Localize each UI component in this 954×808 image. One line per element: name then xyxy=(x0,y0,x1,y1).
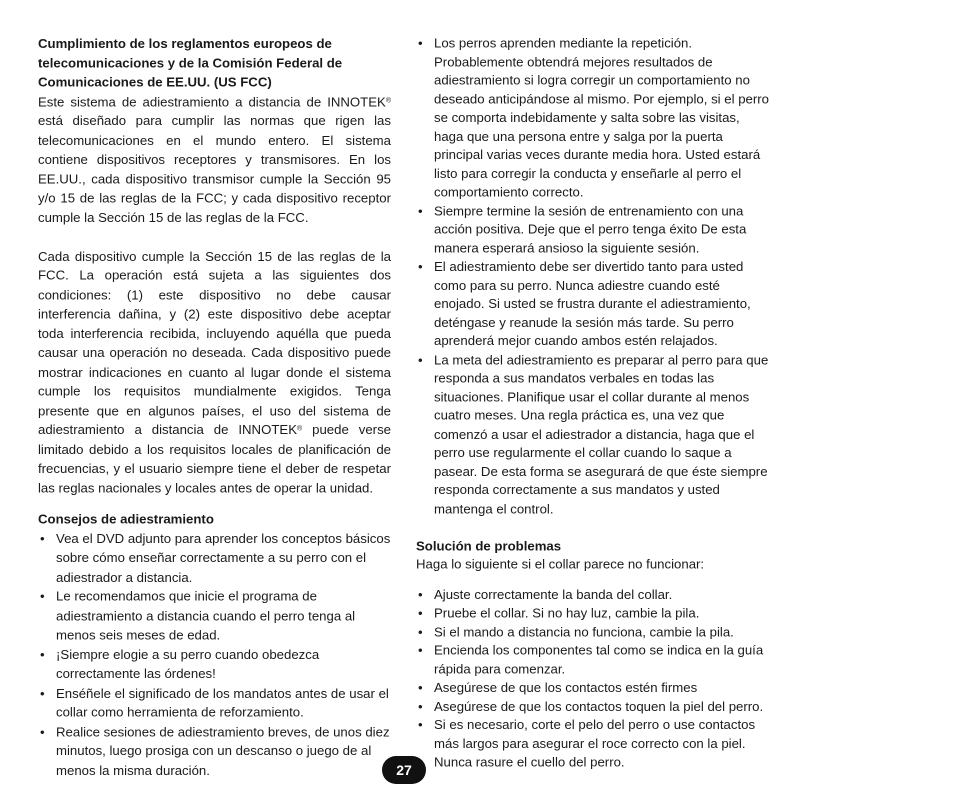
bullet-icon: • xyxy=(40,530,45,546)
list-item: • Siempre termine la sesión de entrenamiento con una acción positiva. Deje que el perro tenga éxito De esta manera esperará ansioso la siguiente sesión. xyxy=(418,203,747,256)
tips-continued-list xyxy=(416,34,769,518)
tips-heading: Consejos de adiestramiento xyxy=(38,511,214,527)
bullet-icon: • xyxy=(418,624,423,639)
bullet-icon: • xyxy=(40,724,45,739)
compliance-p2-text-b: puede verse limitado debido a los requisitos locales de planificación de frecuencias, y el usuario siempre tiene el deber de respetar las reglas nacionales y locales antes de operar la unidad. xyxy=(38,422,392,496)
bullet-icon: • xyxy=(40,588,45,604)
right-column xyxy=(416,34,769,772)
compliance-paragraph-2 xyxy=(38,247,391,498)
bullet-icon: • xyxy=(418,352,423,367)
list-item: • Si es necesario, corte el pelo del perro o use contactos más largos para asegurar el roce correcto con la piel. Nunca rasure el cuello del perro. xyxy=(418,717,756,770)
page-number: 27 xyxy=(382,756,426,784)
list-item: • Si el mando a distancia no funciona, cambie la pila. xyxy=(416,623,769,642)
troubleshooting-intro: Haga lo siguiente si el collar parece no funcionar: xyxy=(416,557,705,572)
bullet-icon: • xyxy=(40,646,45,662)
left-column xyxy=(38,34,391,780)
list-item: • Los perros aprenden mediante la repetición. Probablemente obtendrá mejores resultados de adiestramiento si logra corregir un comportamiento no deseado anticipándose al mismo. Por ejemplo, si el perro se comporta indebidamente y salta sobre las visitas, haga que una persona entre y salga por la puerta principal varias veces durante media hora. Usted estará listo para corregir la conducta y enseñarle al perro el comportamiento correcto. xyxy=(418,35,769,200)
list-item: • El adiestramiento debe ser divertido tanto para usted como para su perro. Nunca adiestre cuando esté enojado. Si usted se frustra durante el adiestramiento, deténgase y reanude la sesión más tarde. Su perro aprenderá mejor cuando ambos estén relajados. xyxy=(418,259,751,349)
list-item: • Vea el DVD adjunto para aprender los conceptos básicos sobre cómo enseñar correctamente a su perro con el adiestrador a distancia. xyxy=(40,530,391,585)
bullet-icon: • xyxy=(418,587,423,602)
compliance-heading: Cumplimiento de los reglamentos europeos de telecomunicaciones y de la Comisión Federal de Comunicaciones de EE.UU. (US FCC) xyxy=(38,35,343,90)
bullet-icon: • xyxy=(418,680,423,695)
bullet-icon: • xyxy=(418,717,423,732)
compliance-p1-text-a: Este sistema de adiestramiento a distancia de INNOTEK xyxy=(38,93,386,109)
bullet-icon: • xyxy=(418,605,423,621)
registered-mark: ® xyxy=(297,425,303,433)
bullet-icon: • xyxy=(418,698,423,714)
list-item: • La meta del adiestramiento es preparar al perro para que responda a sus mandatos verbales en todas las situaciones. Planifique usar el collar durante al menos cuatro meses. Una regla práctica es, una vez que comenzó a usar el adiestrador a distancia, haga que el perro use regularmente el collar cuando lo saque a pasear. De esta forma se asegurará de que éste siempre responda correctamente a sus mandatos y usted mantenga el control. xyxy=(418,352,769,516)
tips-list xyxy=(38,529,391,780)
list-item: • Asegúrese de que los contactos estén firmes xyxy=(416,678,769,697)
list-item: • ¡Siempre elogie a su perro cuando obedezca correctamente las órdenes! xyxy=(40,646,320,681)
bullet-icon: • xyxy=(418,259,423,274)
compliance-p1-text-b: está diseñado para cumplir las normas que rigen las telecomunicaciones en el mundo entero. El sistema contiene dispositivos receptores y transmisores. En los EE.UU., cada dispositivo transmisor cumple la Sección 95 y/o 15 de las reglas de la FCC; y cada dispositivo receptor cumple la Sección 15 de las reglas de la FCC. xyxy=(38,113,391,225)
list-item: • Encienda los componentes tal como se indica en la guía rápida para comenzar. xyxy=(418,643,764,677)
list-item: • Le recomendamos que inicie el programa de adiestramiento a distancia cuando el perro tenga al menos seis meses de edad. xyxy=(40,588,356,643)
compliance-p2-text-a: Cada dispositivo cumple la Sección 15 de las reglas de la FCC. La operación está sujeta a las siguientes dos condiciones: (1) este dispositivo no debe causar interferencia dañina, y (2) este dispositivo debe aceptar toda interferencia recibida, incluyendo aquélla que pueda causar una operación no deseada. Cada dispositivo puede mostrar indicaciones en cuanto al lugar donde el sistema cumple los requisitos mundialmente exigidos. Tenga presente que en algunos países, el uso del sistema de adiestramiento a distancia de INNOTEK xyxy=(38,248,391,438)
list-item: • Pruebe el collar. Si no hay luz, cambie la pila. xyxy=(416,604,769,623)
bullet-icon: • xyxy=(418,35,423,51)
bullet-icon: • xyxy=(40,685,45,701)
list-item: • Asegúrese de que los contactos toquen la piel del perro. xyxy=(416,697,769,716)
bullet-icon: • xyxy=(418,643,423,658)
troubleshooting-heading: Solución de problemas xyxy=(416,538,562,553)
troubleshooting-list xyxy=(416,585,769,771)
registered-mark: ® xyxy=(385,96,391,104)
list-item: • Enséñele el significado de los mandatos antes de usar el collar como herramienta de reforzamiento. xyxy=(40,685,389,720)
bullet-icon: • xyxy=(418,203,423,218)
compliance-paragraph-1 xyxy=(38,92,391,227)
list-item: • Realice sesiones de adiestramiento breves, de unos diez minutos, luego prosiga con un descanso o juego de al menos la misma duración. xyxy=(40,724,390,778)
list-item: • Ajuste correctamente la banda del collar. xyxy=(416,585,769,604)
